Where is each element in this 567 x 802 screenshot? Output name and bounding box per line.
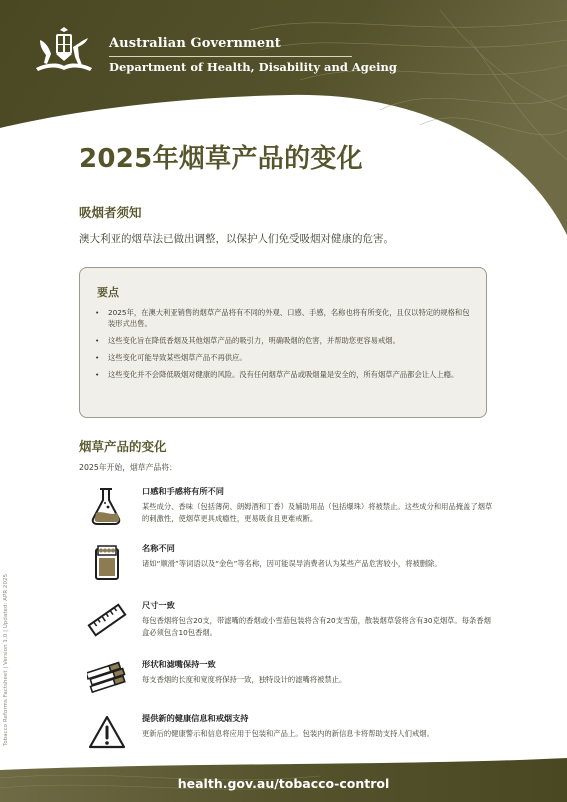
government-name: Australian Government [109,36,281,51]
change-item-title: 口感和手感将有所不同 [142,486,224,496]
cigarette-pack-icon [87,543,127,583]
side-note-text: Tobacco Reforms Factsheet | Version 1.0 | Updated: APR 2025 [3,573,10,747]
change-item-text: 更新后的健康警示和信息将应用于包装和产品上。包装内的新信息卡将帮助支持人们戒烟。 [142,729,434,738]
header-divider [109,56,352,57]
side-note [2,560,11,760]
coat-of-arms-icon [34,26,94,76]
warning-icon [87,713,127,753]
change-item-text: 每支香烟的长度和宽度将保持一致，独特设计的滤嘴将被禁止。 [142,675,347,684]
cigarettes-icon [87,659,127,699]
footer-url[interactable]: health.gov.au/tobacco-control [177,776,390,791]
key-point-item: • 2025年，在澳大利亚销售的烟草产品将有不同的外观、口感、手感，名称也将有所变化，且仅以特定的规格和包装形式出售。 [94,307,470,329]
change-item-shape [79,659,499,715]
change-item-text: 诸如“顺滑”等词语以及“金色”等名称，因可能误导消费者认为某些产品危害较小，将被删除。 [142,559,442,568]
department-name: Department of Health, Disability and Ageing [109,60,397,74]
page-title: 2025年烟草产品的变化 [79,144,363,174]
change-item-names [79,543,499,599]
key-point-item: • 这些变化可能导致某些烟草产品不再供应。 [94,352,470,363]
key-points-heading: 要点 [97,286,119,299]
key-points-box [79,267,487,418]
smokers-heading: 吸烟者须知 [79,205,142,220]
smokers-intro: 澳大利亚的烟草法已做出调整，以保护人们免受吸烟对健康的危害。 [79,233,394,245]
change-item-size [79,600,499,656]
change-item-title: 尺寸一致 [142,600,175,610]
key-point-item: • 这些变化旨在降低香烟及其他烟草产品的吸引力，明确吸烟的危害，并帮助您更容易戒烟。 [94,335,470,346]
change-item-title: 名称不同 [142,543,175,553]
key-points-list [94,307,470,386]
change-item-text: 某些成分、香味（包括薄荷、朗姆酒和丁香）及辅助用品（包括爆珠）将被禁止。这些成分和用品掩盖了烟草的刺激性，使烟草更具成瘾性，更易吸食且更难戒断。 [142,502,493,523]
changes-heading: 烟草产品的变化 [79,439,167,454]
flask-icon [87,486,127,526]
changes-intro: 2025年开始，烟草产品将： [79,463,177,472]
key-point-item: • 这些变化并不会降低吸烟对健康的风险。没有任何烟草产品或吸烟量是安全的，所有烟草产品都会让人上瘾。 [94,369,470,380]
change-item-title: 提供新的健康信息和戒烟支持 [142,713,249,723]
change-item-title: 形状和滤嘴保持一致 [142,659,216,669]
change-item-text: 每包香烟将包含20支，带滤嘴的香烟或小雪茄包装将含有20支雪茄，散装烟草袋将含有30克烟草。每条香烟盒必须包含10包香烟。 [142,616,491,637]
ruler-icon [87,600,127,640]
change-item-taste [79,486,499,542]
